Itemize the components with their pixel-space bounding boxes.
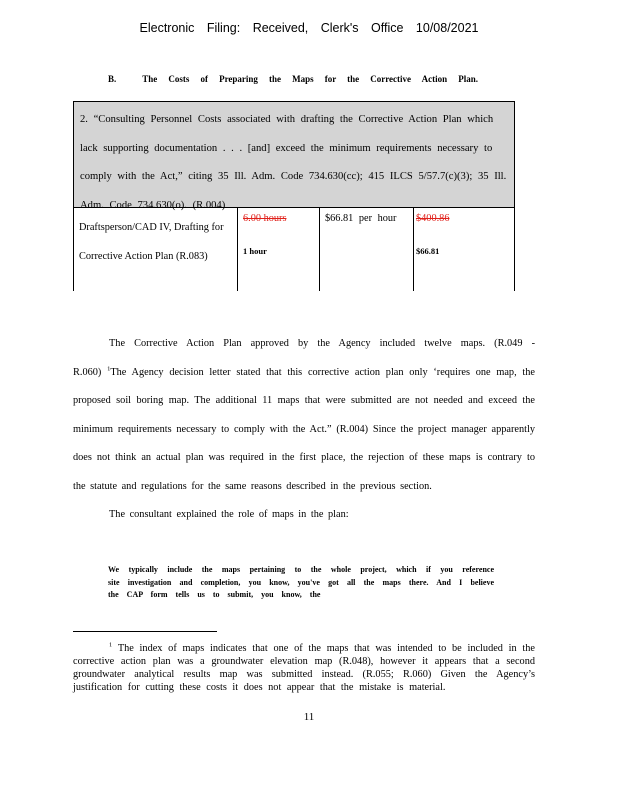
hours-adjusted: 1 hour	[243, 246, 267, 256]
footnote	[73, 642, 535, 694]
footnote-marker: 1	[109, 641, 113, 649]
footnote-divider	[73, 631, 217, 632]
amount-struck: $400.86	[416, 213, 450, 224]
section-heading-label: B.	[108, 74, 117, 84]
agency-comment-box	[73, 101, 515, 211]
page-number: 11	[303, 711, 315, 723]
filing-header: Electronic Filing: Received, Clerk's Office 10/08/2021	[139, 21, 479, 35]
footnote-text: The index of maps indicates that one of the maps that was intended to be included in the corrective action plan was a groundwater elevation map (R.048), however it appears that a second groundwater analytical results map was submitted instead. (R.055; R.060) Given the Agency’s justification for cutting these costs it does not appear that the mistake is material.	[73, 643, 535, 693]
paragraph-maps-approved: The Corrective Action Plan approved by the Agency included twelve maps. (R.049 - R.060) $^1$The Agency decision letter stated that this corrective action plan only ‘requires one map, the proposed soil boring map. The additional 11 maps that were submitted are not needed and exceed the minimum requirements necessary to comply with the Act.” (R.004) Since the project manager apparently does not think an actual plan was required in the first place, the rejection of these maps is contrary to the statute and regulations for the same reasons described in the previous section.	[73, 338, 535, 492]
hours-struck: 6.00 hours	[243, 213, 287, 224]
hourly-rate: $66.81 per hour	[325, 213, 397, 224]
testimony-quote: We typically include the maps pertaining to the whole project, which if you reference site investigation and completion, you know, you've got all the maps there. And I believe the CAP form tells us to submit, you know, the	[108, 565, 494, 599]
section-heading-title: The Costs of Preparing the Maps for the Corrective Action Plan.	[142, 74, 478, 84]
amount-adjusted: $66.81	[416, 246, 440, 256]
cost-description-cell	[74, 208, 238, 291]
cost-description: Draftsperson/CAD IV, Drafting for Corrective Action Plan (R.083)	[79, 222, 224, 262]
cost-amount-cell	[414, 208, 514, 291]
cost-hours-cell	[238, 208, 320, 291]
agency-comment-text: 2. “Consulting Personnel Costs associated with drafting the Corrective Action Plan which lack supporting documentation . . . [and] exceed the minimum requirements necessary to comply with the Act,” citing 35 Ill. Adm. Code 734.630(cc); 415 ILCS 5/57.7(c)(3); 35 Ill. Adm. Code 734.630(o). (R.004)	[80, 114, 507, 211]
cost-rate-cell	[320, 208, 414, 291]
footnote-reference: 1	[107, 365, 111, 373]
paragraph-consultant-explained: The consultant explained the role of maps in the plan:	[109, 509, 349, 520]
cost-table-row	[73, 208, 515, 291]
body-text	[73, 330, 535, 530]
section-heading	[108, 74, 478, 84]
